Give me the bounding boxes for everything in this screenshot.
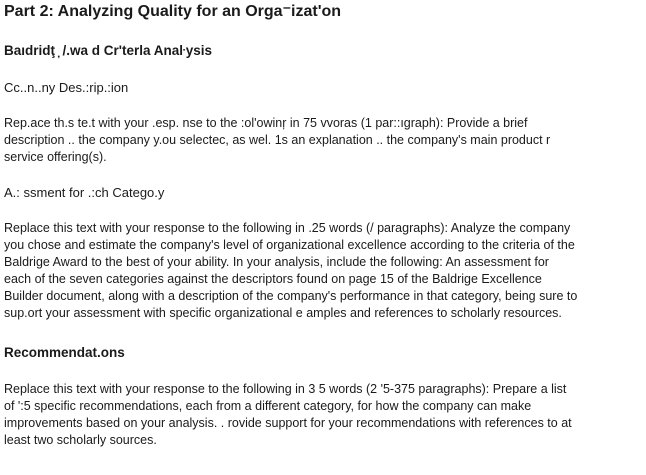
paragraph-assessment — [4, 220, 636, 322]
paragraph-line: each of the seven categories against the descriptors found on page 15 of the Baldrige Excellence — [4, 272, 542, 286]
heading-company-description: Cc..n..ny Des.:rip.:ion — [4, 80, 129, 95]
paragraph-company-description — [4, 115, 634, 166]
heading-recommendations: Recommendat.ons — [4, 345, 125, 360]
paragraph-recommendations — [4, 381, 636, 449]
paragraph-line: Baldrige Award to the best of your ability. In your analysis, include the following: An assessment for — [4, 255, 549, 269]
section-heading-baldrige: Baıdridţ ̦ /.wa d Cr'terla Anaŀysis — [4, 43, 212, 58]
paragraph-line: of ':5 specific recommendations, each from a different category, for how the company can make — [4, 399, 532, 413]
paragraph-line: Rep.ace th.s te.t with your .esp. nse to the :ol'owinŗ in 75 vvoras (1 par::ıgraph): Provide a brief — [4, 116, 528, 130]
paragraph-line: service offering(s). — [4, 150, 107, 164]
paragraph-line: description .. the company y.ou selectec, as wel. 1s an explanation .. the company's main product r — [4, 133, 551, 147]
page-title: Part 2: Analyzing Quality for an Orga⁻izat'on — [4, 3, 342, 20]
heading-assessment: A.: ssment for .:ch Catego.y — [4, 185, 165, 200]
paragraph-line: sup.ort your assessment with specific organizational e amples and references to scholarly resources. — [4, 306, 562, 320]
paragraph-line: least two scholarly sources. — [4, 433, 157, 447]
paragraph-line: Replace this text with your response to the following in .25 words (/ paragraphs): Analyze the company — [4, 221, 571, 235]
paragraph-line: Replace this text with your response to the following in 3 5 words (2 '5-375 paragraphs): Prepare a list — [4, 382, 567, 396]
paragraph-line: you chose and estimate the company's level of organizational excellence according to the criteria of the — [4, 238, 575, 252]
paragraph-line: improvements based on your analysis. . rovide support for your recommendations with references to at — [4, 416, 572, 430]
paragraph-line: Builder document, along with a description of the company's performance in that category, being sure to — [4, 289, 578, 303]
